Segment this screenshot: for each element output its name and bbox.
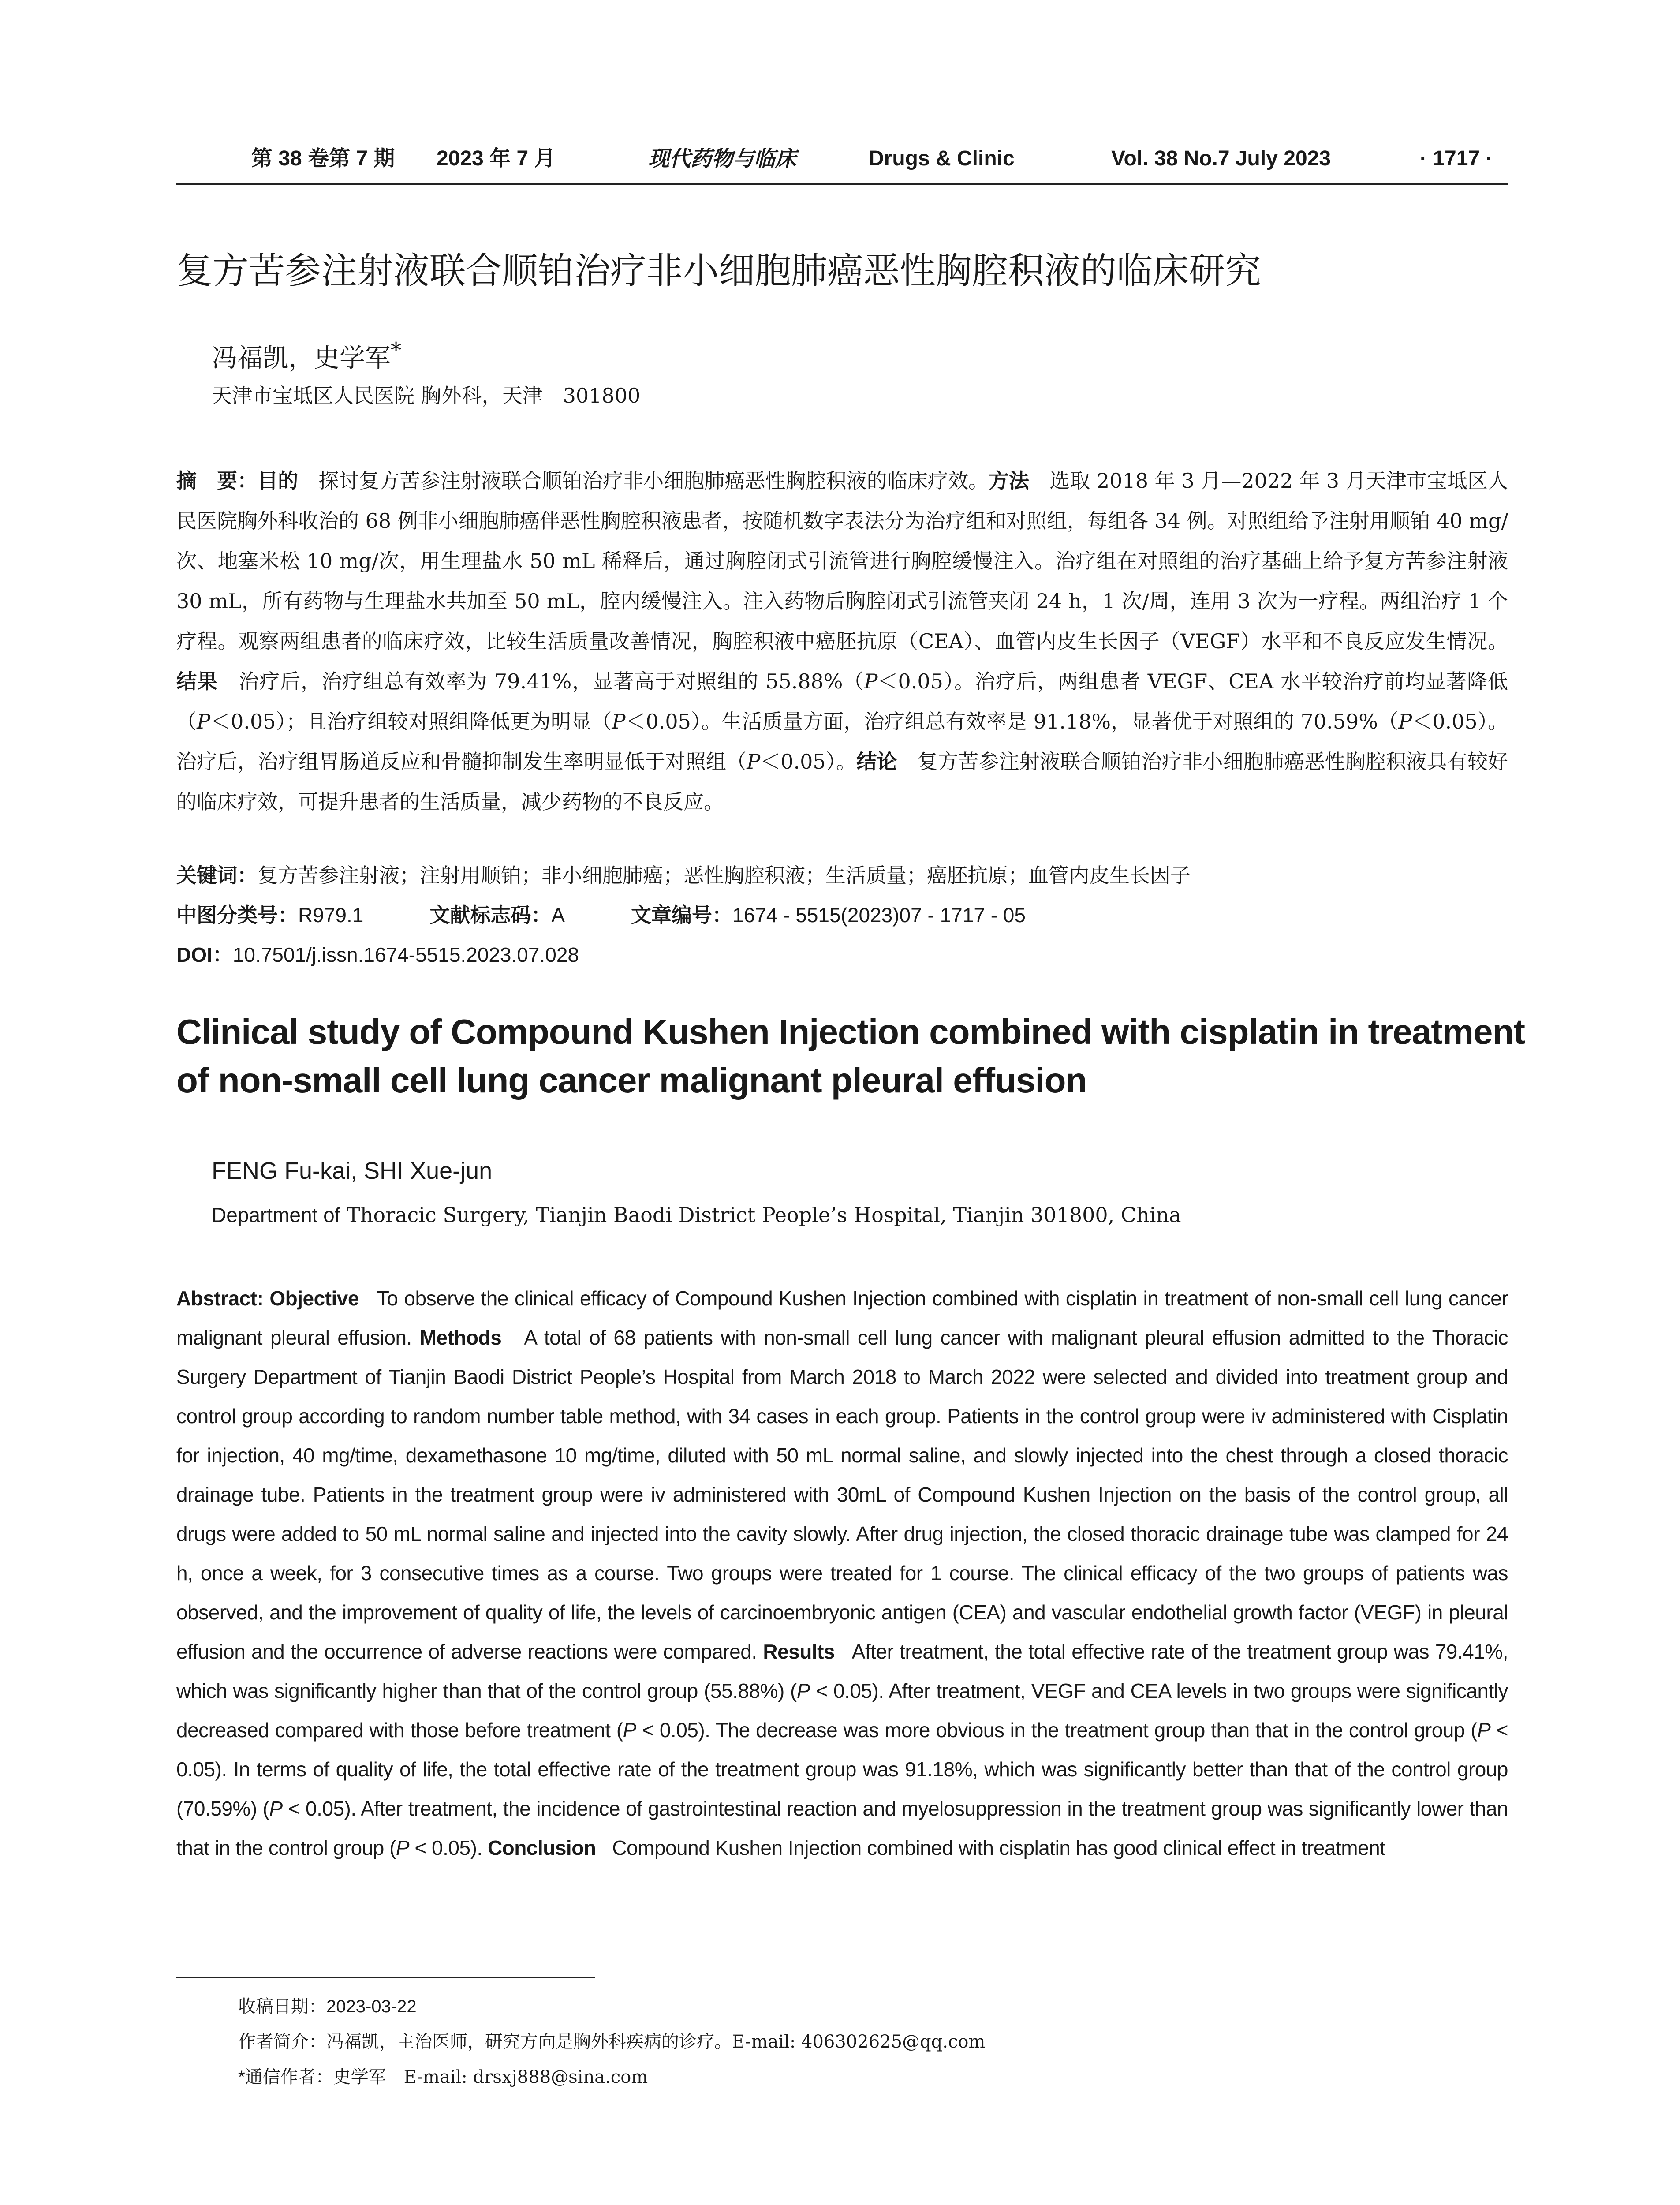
doi-link[interactable]: 10.7501/j.issn.1674-5515.2023.07.028 [232, 943, 579, 966]
header-date-cn: 2023 年 7 月 [437, 147, 556, 170]
cn-results-text-3: ＜0.05）；且治疗组较对照组降低更为明显（ [210, 710, 612, 733]
en-methods-label: Methods [419, 1326, 502, 1349]
cn-conclusion-text: 复方苦参注射液联合顺铂治疗非小细胞肺癌恶性胸腔积液具有较好的临床疗效，可提升患者的生活质量，减少药物的不良反应。 [176, 750, 1508, 814]
received-date: 2023-03-22 [326, 1997, 417, 2016]
cn-keywords-label: 关键词： [176, 864, 258, 887]
corresp-mark: * [391, 338, 402, 363]
cn-methods-label: 方法 [988, 469, 1030, 492]
article-no-value: 1674 - 5515(2023)07 - 1717 - 05 [732, 904, 1026, 927]
doc-code-value: A [551, 904, 565, 927]
p-symbol: P [612, 710, 626, 733]
cn-results-text-2: ＜0.05）。治疗后，两组患者 VEGF、CEA 水平较治疗前均显著降低（ [176, 669, 1508, 733]
header-journal-cn: 现代药物与临床 [648, 146, 797, 171]
en-abstract-label: Abstract: [176, 1287, 264, 1310]
cn-article-title: 复方苦参注射液联合顺铂治疗非小细胞肺癌恶性胸腔积液的临床研究 [176, 250, 1262, 292]
footnote-author-bio [238, 2029, 985, 2055]
corresp-label: *通信作者： [238, 2067, 333, 2087]
article-no-label: 文章编号： [631, 904, 733, 927]
cn-objective-text: 探讨复方苦参注射液联合顺铂治疗非小细胞肺癌恶性胸腔积液的临床疗效。 [318, 469, 989, 493]
author-bio-text: 冯福凯，主治医师，研究方向是胸外科疾病的诊疗。E-mail: 406302625@qq.com [326, 2032, 986, 2052]
en-results-text-2: < 0.05). After treatment, VEGF and CEA levels in two groups were significantly decreased compared with those before treatment ( [176, 1679, 1508, 1742]
en-affiliation [212, 1200, 1181, 1230]
cn-results-label: 结果 [176, 670, 218, 693]
footnote-received [238, 1993, 417, 2020]
en-results-text-6: < 0.05). [409, 1836, 482, 1859]
cn-authors [212, 333, 401, 375]
cn-results-text-6: ＜0.05）。 [760, 750, 857, 774]
doi-label: DOI： [176, 943, 233, 966]
en-results-text-5: < 0.05). After treatment, the incidence of gastrointestinal reaction and myelosuppression in the treatment group was significantly lower than that in the control group ( [176, 1797, 1508, 1859]
en-objective-text: To observe the clinical efficacy of Compound Kushen Injection combined with cisplatin in treatment of non-small cell lung cancer malignant pleural effusion. [176, 1287, 1508, 1349]
header-volume-cn: 第 38 卷第 7 期 [251, 147, 395, 170]
cn-results-text-5: ＜0.05）。治疗后，治疗组胃肠道反应和骨髓抑制发生率明显低于对照组（ [176, 710, 1508, 774]
p-symbol: P [197, 710, 211, 733]
header-page-number: · 1717 · [1420, 147, 1493, 170]
p-symbol: P [1477, 1719, 1491, 1742]
cn-author-names: 冯福凯，史学军 [212, 343, 391, 373]
en-results-text-4: < 0.05). In terms of quality of life, the total effective rate of the treatment group was 91.18%, which was significantly better than that of the control group (70.59%) ( [176, 1719, 1508, 1820]
en-results-text-1: After treatment, the total effective rate of the treatment group was 79.41%, which was significantly higher than that of the control group (55.88%) ( [176, 1640, 1508, 1702]
received-label: 收稿日期： [238, 1997, 326, 2016]
doc-code-label: 文献标志码： [429, 904, 552, 927]
cn-objective-label: 目的 [258, 469, 299, 492]
en-results-text-3: < 0.05). The decrease was more obvious in the treatment group than that in the control group ( [636, 1719, 1478, 1742]
cn-abstract [176, 461, 1508, 822]
running-header [176, 141, 1508, 185]
doi-line [176, 937, 579, 972]
clc-value: R979.1 [298, 904, 364, 927]
p-symbol: P [1398, 710, 1412, 733]
footnote-corresponding-author [238, 2064, 648, 2090]
p-symbol: P [623, 1719, 636, 1742]
cn-keywords-text: 复方苦参注射液；注射用顺铂；非小细胞肺癌；恶性胸腔积液；生活质量；癌胚抗原；血管内皮生长因子 [258, 863, 1191, 887]
cn-keywords [176, 858, 1191, 893]
cn-affiliation: 天津市宝坻区人民医院 胸外科，天津 301800 [212, 384, 641, 407]
en-abstract [176, 1279, 1508, 1868]
cn-abstract-label: 摘 要： [176, 469, 258, 492]
header-volume-en: Vol. 38 No.7 July 2023 [1111, 147, 1331, 170]
en-objective-label: Objective [269, 1287, 359, 1310]
p-symbol: P [269, 1797, 283, 1820]
en-authors: FENG Fu-kai, SHI Xue-jun [212, 1158, 493, 1184]
en-methods-text: A total of 68 patients with non-small cell lung cancer with malignant pleural effusion admitted to the Thoracic Surgery Department of Tianjin Baodi District People’s Hospital from March 2018 to March 2022 were selected and divided into treatment group and control group according to random number table method, with 34 cases in each group. Patients in the control group were iv administered with Cisplatin for injection, 40 mg/time, dexamethasone 10 mg/time, diluted with 50 mL normal saline, and slowly injected into the chest through a closed thoracic drainage tube. Patients in the treatment group were iv administered with 30mL of Compound Kushen Injection on the basis of the control group, all drugs were added to 50 mL normal saline and injected into the cavity slowly. After drug injection, the closed thoracic drainage tube was clamped for 24 h, once a week, for 3 consecutive times as a course. Two groups were treated for 1 course. The clinical efficacy of the two groups of patients was observed, and the improvement of quality of life, the levels of carcinoembryonic antigen (CEA) and vascular endothelial growth factor (VEGF) in pleural effusion and the occurrence of adverse reactions were compared. [176, 1326, 1508, 1663]
cn-classification-line [176, 897, 1026, 933]
cn-results-text-4: ＜0.05）。生活质量方面，治疗组总有效率是 91.18%，显著优于对照组的 70.59%（ [625, 710, 1399, 733]
p-symbol: P [747, 750, 761, 774]
en-affil-text: Thoracic Surgery, Tianjin Baodi District People’s Hospital, Tianjin 301800, China [347, 1203, 1181, 1227]
corresp-text: 史学军 E-mail: drsxj888@sina.com [333, 2067, 648, 2087]
cn-results-text-1: 治疗后，治疗组总有效率为 79.41%，显著高于对照组的 55.88%（ [239, 669, 864, 693]
p-symbol: P [396, 1836, 410, 1859]
clc-label: 中图分类号： [176, 904, 298, 927]
en-article-title: Clinical study of Compound Kushen Injection combined with cisplatin in treatment of non-small cell lung cancer malignant pleural effusion [176, 1012, 1525, 1100]
author-bio-label: 作者简介： [238, 2032, 326, 2052]
footnote-divider [176, 1977, 595, 1978]
p-symbol: P [796, 1679, 810, 1702]
cn-conclusion-label: 结论 [856, 750, 897, 773]
p-symbol: P [864, 669, 878, 693]
en-conclusion-text: Compound Kushen Injection combined with cisplatin has good clinical effect in treatment [612, 1836, 1385, 1859]
en-conclusion-label: Conclusion [487, 1836, 596, 1859]
en-results-label: Results [763, 1640, 835, 1663]
header-journal-en: Drugs & Clinic [869, 147, 1015, 170]
en-affil-label: Department of [212, 1203, 340, 1226]
cn-methods-text: 选取 2018 年 3 月—2022 年 3 月天津市宝坻区人民医院胸外科收治的 68 例非小细胞肺癌伴恶性胸腔积液患者，按随机数字表法分为治疗组和对照组，每组各 34 例。对照组给予注射用顺铂 40 mg/次、地塞米松 10 mg/次，用生理盐水 50 mL 稀释后，通过胸腔闭式引流管进行胸腔缓慢注入。治疗组在对照组的治疗基础上给予复方苦参注射液 30 mL，所有药物与生理盐水共加至 50 mL，腔内缓慢注入。注入药物后胸腔闭式引流管夹闭 24 h，1 次/周，连用 3 次为一疗程。两组治疗 1 个疗程。观察两组患者的临床疗效，比较生活质量改善情况，胸腔积液中癌胚抗原（CEA）、血管内皮生长因子（VEGF）水平和不良反应发生情况。 [176, 469, 1508, 653]
